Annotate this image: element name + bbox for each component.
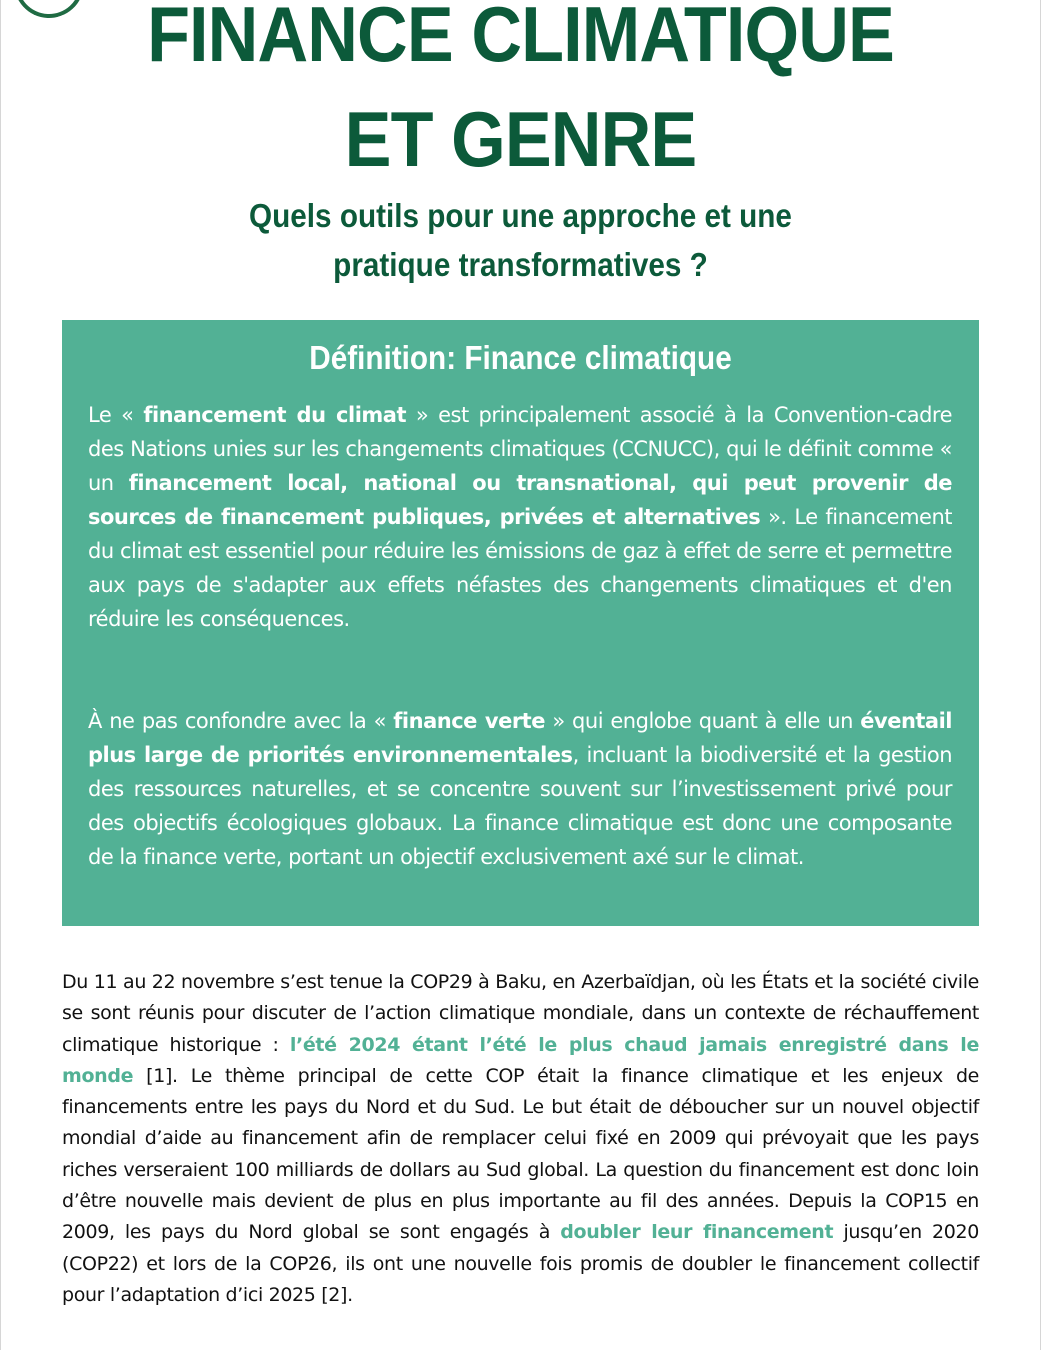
body-text-3: jusqu’en 2020 (COP22) et lors de la COP26, ils ont une nouvelle fois promis de doubler le financement collectif pour l’adaptation d’ici 2025 [2]. xyxy=(62,1221,979,1306)
page-title-line-2: ET GENRE xyxy=(344,95,697,183)
link-summer-2024[interactable]: l’été 2024 étant l’été le plus chaud jamais enregistré dans le monde xyxy=(62,1033,979,1087)
definition-p1-text-3: ». Le financement du climat est essentiel pour réduire les émissions de gaz à effet de serre et permettre aux pays de s'adapter aux effets néfastes des changements climatiques et d'en réduire les conséquences. xyxy=(88,505,952,631)
definition-p1-bold-1: financement du climat xyxy=(143,403,406,427)
definition-paragraph-2 xyxy=(88,704,952,874)
page-subtitle-line-1: Quels outils pour une approche et une xyxy=(249,197,792,234)
body-text-2: [1]. Le thème principal de cette COP était la finance climatique et les enjeux de financements entre les pays du Nord et du Sud. Le but était de déboucher sur un nouvel objectif mondial d’aide au financement afin de remplacer celui fixé en 2009 qui prévoyait que les pays riches verseraient 100 milliards de dollars au Sud global. La question du financement est donc loin d’être nouvelle mais devient de plus en plus importante au fil des années. Depuis la COP15 en 2009, les pays du Nord global se sont engagés à xyxy=(62,1064,979,1244)
page-title-line-1: FINANCE CLIMATIQUE xyxy=(147,0,894,78)
body-text-1: Du 11 au 22 novembre s’est tenue la COP29 à Baku, en Azerbaïdjan, où les États et la société civile se sont réunis pour discuter de l’action climatique mondiale, dans un contexte de réchauffement climatique historique : xyxy=(62,971,979,1056)
definition-p1-text-1: Le « xyxy=(88,403,144,427)
definition-p2-bold-1: finance verte xyxy=(393,709,545,733)
definition-heading: Définition: Finance climatique xyxy=(309,339,732,376)
page-subtitle-line-2: pratique transformatives ? xyxy=(333,246,708,283)
link-double-funding[interactable]: doubler leur financement xyxy=(560,1221,834,1244)
definition-p2-text-2: » qui englobe quant à elle un xyxy=(544,709,861,733)
page-border-left xyxy=(0,0,1,1350)
definition-p1-bold-2: financement local, national ou transnational, qui peut provenir de sources de financement publiques, privées et alternatives xyxy=(88,471,953,529)
definition-p1-text-2: » est principalement associé à la Convention-cadre des Nations unies sur les changements climatiques (CCNUCC), qui le définit comme « un xyxy=(88,403,952,495)
definition-p2-text-1: À ne pas confondre avec la « xyxy=(88,709,394,733)
body-paragraph xyxy=(62,967,979,1311)
definition-p2-bold-2: éventail plus large de priorités environnementales xyxy=(88,709,952,767)
definition-p2-text-3: , incluant la biodiversité et la gestion des ressources naturelles, et se concentre souvent sur l’investissement privé pour des objectifs écologiques globaux. La finance climatique est donc une composante de la finance verte, portant un objectif exclusivement axé sur le climat. xyxy=(88,743,953,869)
definition-paragraph-1 xyxy=(88,398,952,636)
